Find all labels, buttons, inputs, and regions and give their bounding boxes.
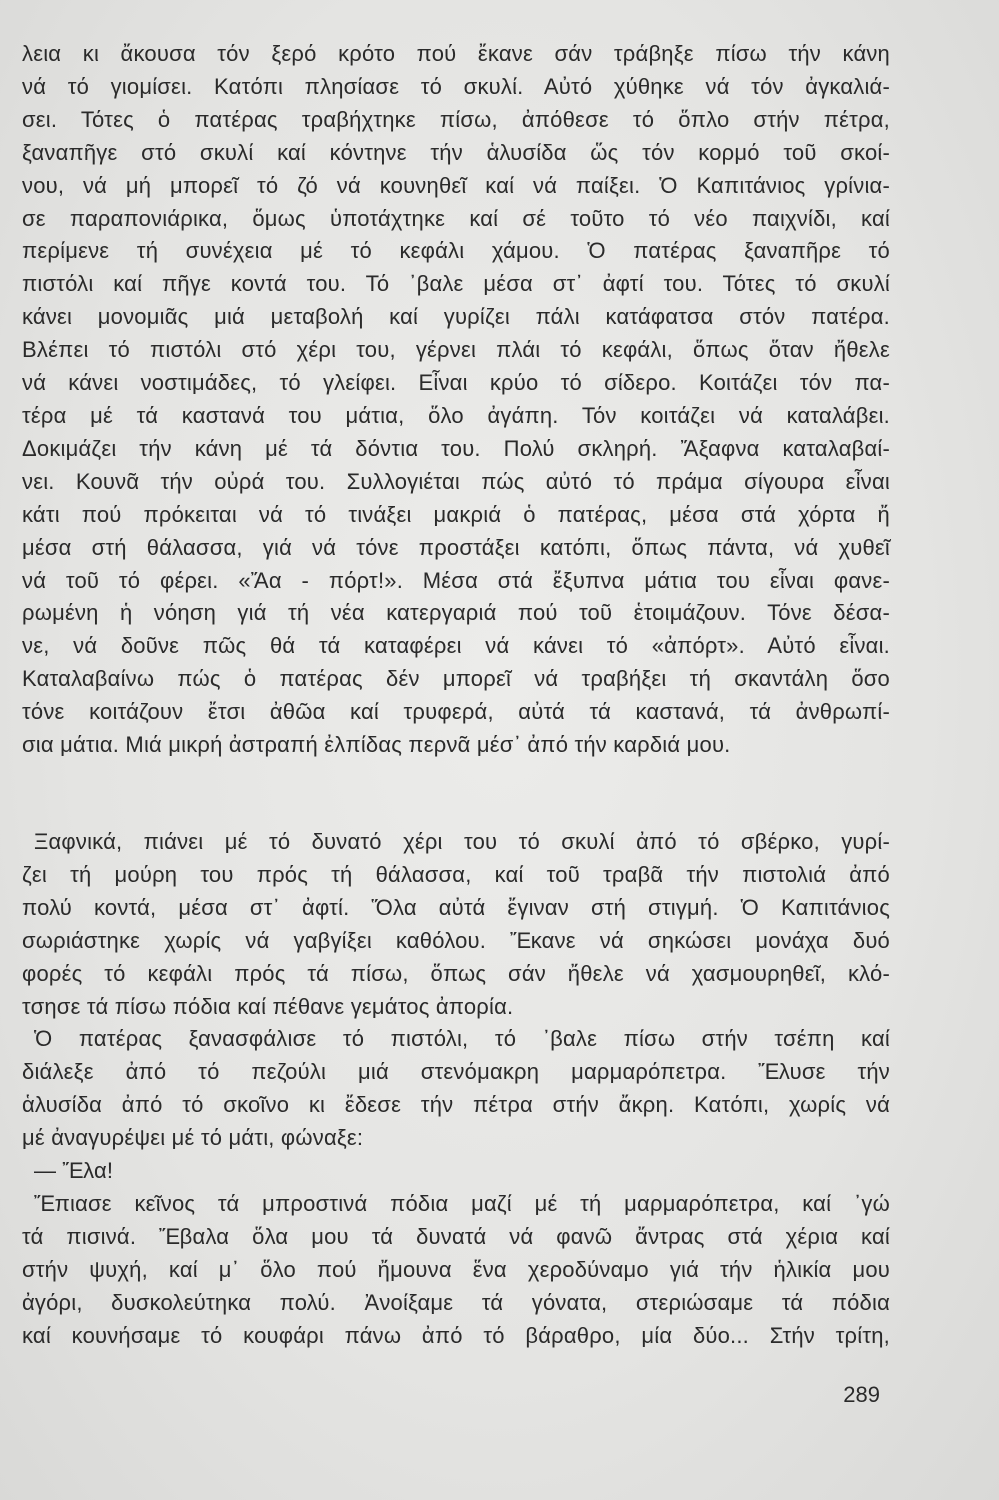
text-line: φορές τό κεφάλι πρός τά πίσω, ὅπως σάν ἤθελε νά χασμουρηθεῖ, κλό- <box>22 960 890 986</box>
text-line: σε παραπονιάρικα, ὅμως ὑποτάχτηκε καί σέ τοῦτο τό νέο παιχνίδι, καί <box>22 205 890 231</box>
text-line: νει. Κουνᾶ τήν οὐρά του. Συλλογιέται πώς αὐτό τό πράμα σίγουρα εἶναι <box>22 468 890 494</box>
text-block-upper <box>22 38 890 762</box>
text-line: ζει τή μούρη του πρός τή θάλασσα, καί τοῦ τραβᾶ τήν πιστολιά ἀπό <box>22 861 890 887</box>
text-line: Ξαφνικά, πιάνει μέ τό δυνατό χέρι του τό σκυλί ἀπό τό σβέρκο, γυρί- <box>34 829 890 854</box>
text-line: Ὁ πατέρας ξανασφάλισε τό πιστόλι, τό ᾿βαλε πίσω στήν τσέπη καί <box>34 1026 890 1052</box>
text-line: περίμενε τή συνέχεια μέ τό κεφάλι χάμου. Ὁ πατέρας ξαναπῆρε τό <box>22 238 890 264</box>
text-line: διάλεξε ἀπό τό πεζούλι μιά στενόμακρη μαρμαρόπετρα. Ἔλυσε τήν <box>22 1059 890 1085</box>
text-line: νά κάνει νοστιμάδες, τό γλείφει. Εἶναι κρύο τό σίδερο. Κοιτάζει τόν πα- <box>22 370 890 396</box>
text-line: κάτι πού πρόκειται νά τό τινάξει μακριά ὁ πατέρας, μέσα στά χόρτα ἤ <box>22 501 890 527</box>
text-line: πιστόλι καί πῆγε κοντά του. Τό ᾿βαλε μέσα στ᾿ ἀφτί του. Τότες τό σκυλί <box>22 271 890 297</box>
page-number: 289 <box>843 1382 880 1407</box>
text-line: μέσα στή θάλασσα, γιά νά τόνε προστάξει κατόπι, ὅπως πάντα, νά χυθεῖ <box>22 534 890 560</box>
text-line: τά πισινά. Ἔβαλα ὅλα μου τά δυνατά νά φανῶ ἄντρας στά χέρια καί <box>22 1223 890 1249</box>
dialogue-line: — Ἔλα! <box>34 1158 114 1184</box>
text-line: νά τοῦ τό φέρει. «Ἄα - πόρτ!». Μέσα στά ἔξυπνα μάτια του εἶναι φανε- <box>22 567 890 593</box>
text-line: νά τό γιομίσει. Κατόπι πλησίασε τό σκυλί. Αὐτό χύθηκε νά τόν ἀγκαλιά- <box>22 73 890 99</box>
text-line: νου, νά μή μπορεῖ τό ζό νά κουνηθεῖ καί νά παίξει. Ὁ Καπιτάνιος γρίνια- <box>22 172 890 198</box>
text-line: Βλέπει τό πιστόλι στό χέρι του, γέρνει πλάι τό κεφάλι, ὅπως ὅταν ἤθελε <box>22 337 890 363</box>
text-line: σια μάτια. Μιά μικρή ἀστραπή ἐλπίδας περνᾶ μέσ᾿ ἀπό τήν καρδιά μου. <box>22 732 731 758</box>
text-line: πολύ κοντά, μέσα στ᾿ ἀφτί. Ὅλα αὐτά ἔγιναν στή στιγμή. Ὁ Καπιτάνιος <box>22 894 890 920</box>
text-block-lower <box>22 826 890 1353</box>
text-line: ἀγόρι, δυσκολεύτηκα πολύ. Ἀνοίξαμε τά γόνατα, στεριώσαμε τά πόδια <box>22 1289 890 1315</box>
text-line: στήν ψυχή, καί μ᾿ ὅλο πού ἤμουνα ἕνα χεροδύναμο γιά τήν ἡλικία μου <box>22 1256 890 1282</box>
text-line: Δοκιμάζει τήν κάνη μέ τά δόντια του. Πολύ σκληρή. Ἄξαφνα καταλαβαί- <box>22 435 890 461</box>
text-line: Καταλαβαίνω πώς ὁ πατέρας δέν μπορεῖ νά τραβήξει τή σκαντάλη ὅσο <box>22 666 890 692</box>
text-line: ἁλυσίδα ἀπό τό σκοῖνο κι ἔδεσε τήν πέτρα στήν ἄκρη. Κατόπι, χωρίς νά <box>22 1092 890 1118</box>
text-line: σει. Τότες ὁ πατέρας τραβήχτηκε πίσω, ἀπόθεσε τό ὅπλο στήν πέτρα, <box>22 106 890 132</box>
text-line: ρωμένη ἡ νόηση γιά τή νέα κατεργαριά πού τοῦ ἑτοιμάζουν. Τόνε δέσα- <box>22 600 890 626</box>
text-line: κάνει μονομιᾶς μιά μεταβολή καί γυρίζει πάλι κατάφατσα στόν πατέρα. <box>22 304 890 330</box>
text-line: Ἔπιασε κεῖνος τά μπροστινά πόδια μαζί μέ τή μαρμαρόπετρα, καί ᾿γώ <box>34 1190 890 1216</box>
text-line: σωριάστηκε χωρίς νά γαβγίξει καθόλου. Ἔκανε νά σηκώσει μονάχα δυό <box>22 927 890 953</box>
text-line: λεια κι ἄκουσα τόν ξερό κρότο πού ἔκανε σάν τράβηξε πίσω τήν κάνη <box>22 41 890 66</box>
text-line: ξαναπῆγε στό σκυλί καί κόντηνε τήν ἁλυσίδα ὥς τόν κορμό τοῦ σκοί- <box>22 139 890 165</box>
text-line: μέ ἀναγυρέψει μέ τό μάτι, φώναξε: <box>22 1125 364 1151</box>
text-line: νε, νά δοῦνε πῶς θά τά καταφέρει νά κάνει τό «ἀπόρτ». Αὐτό εἶναι. <box>22 633 890 659</box>
text-line: καί κουνήσαμε τό κουφάρι πάνω ἀπό τό βάραθρο, μία δύο... Στήν τρίτη, <box>22 1322 890 1348</box>
text-line: τσησε τά πίσω πόδια καί πέθανε γεμάτος ἀπορία. <box>22 993 514 1019</box>
text-line: τόνε κοιτάζουν ἔτσι ἀθῶα καί τρυφερά, αὐτά τά καστανά, τά ἀνθρωπί- <box>22 699 890 725</box>
text-line: τέρα μέ τά καστανά του μάτια, ὅλο ἀγάπη. Τόν κοιτάζει νά καταλάβει. <box>22 402 890 428</box>
